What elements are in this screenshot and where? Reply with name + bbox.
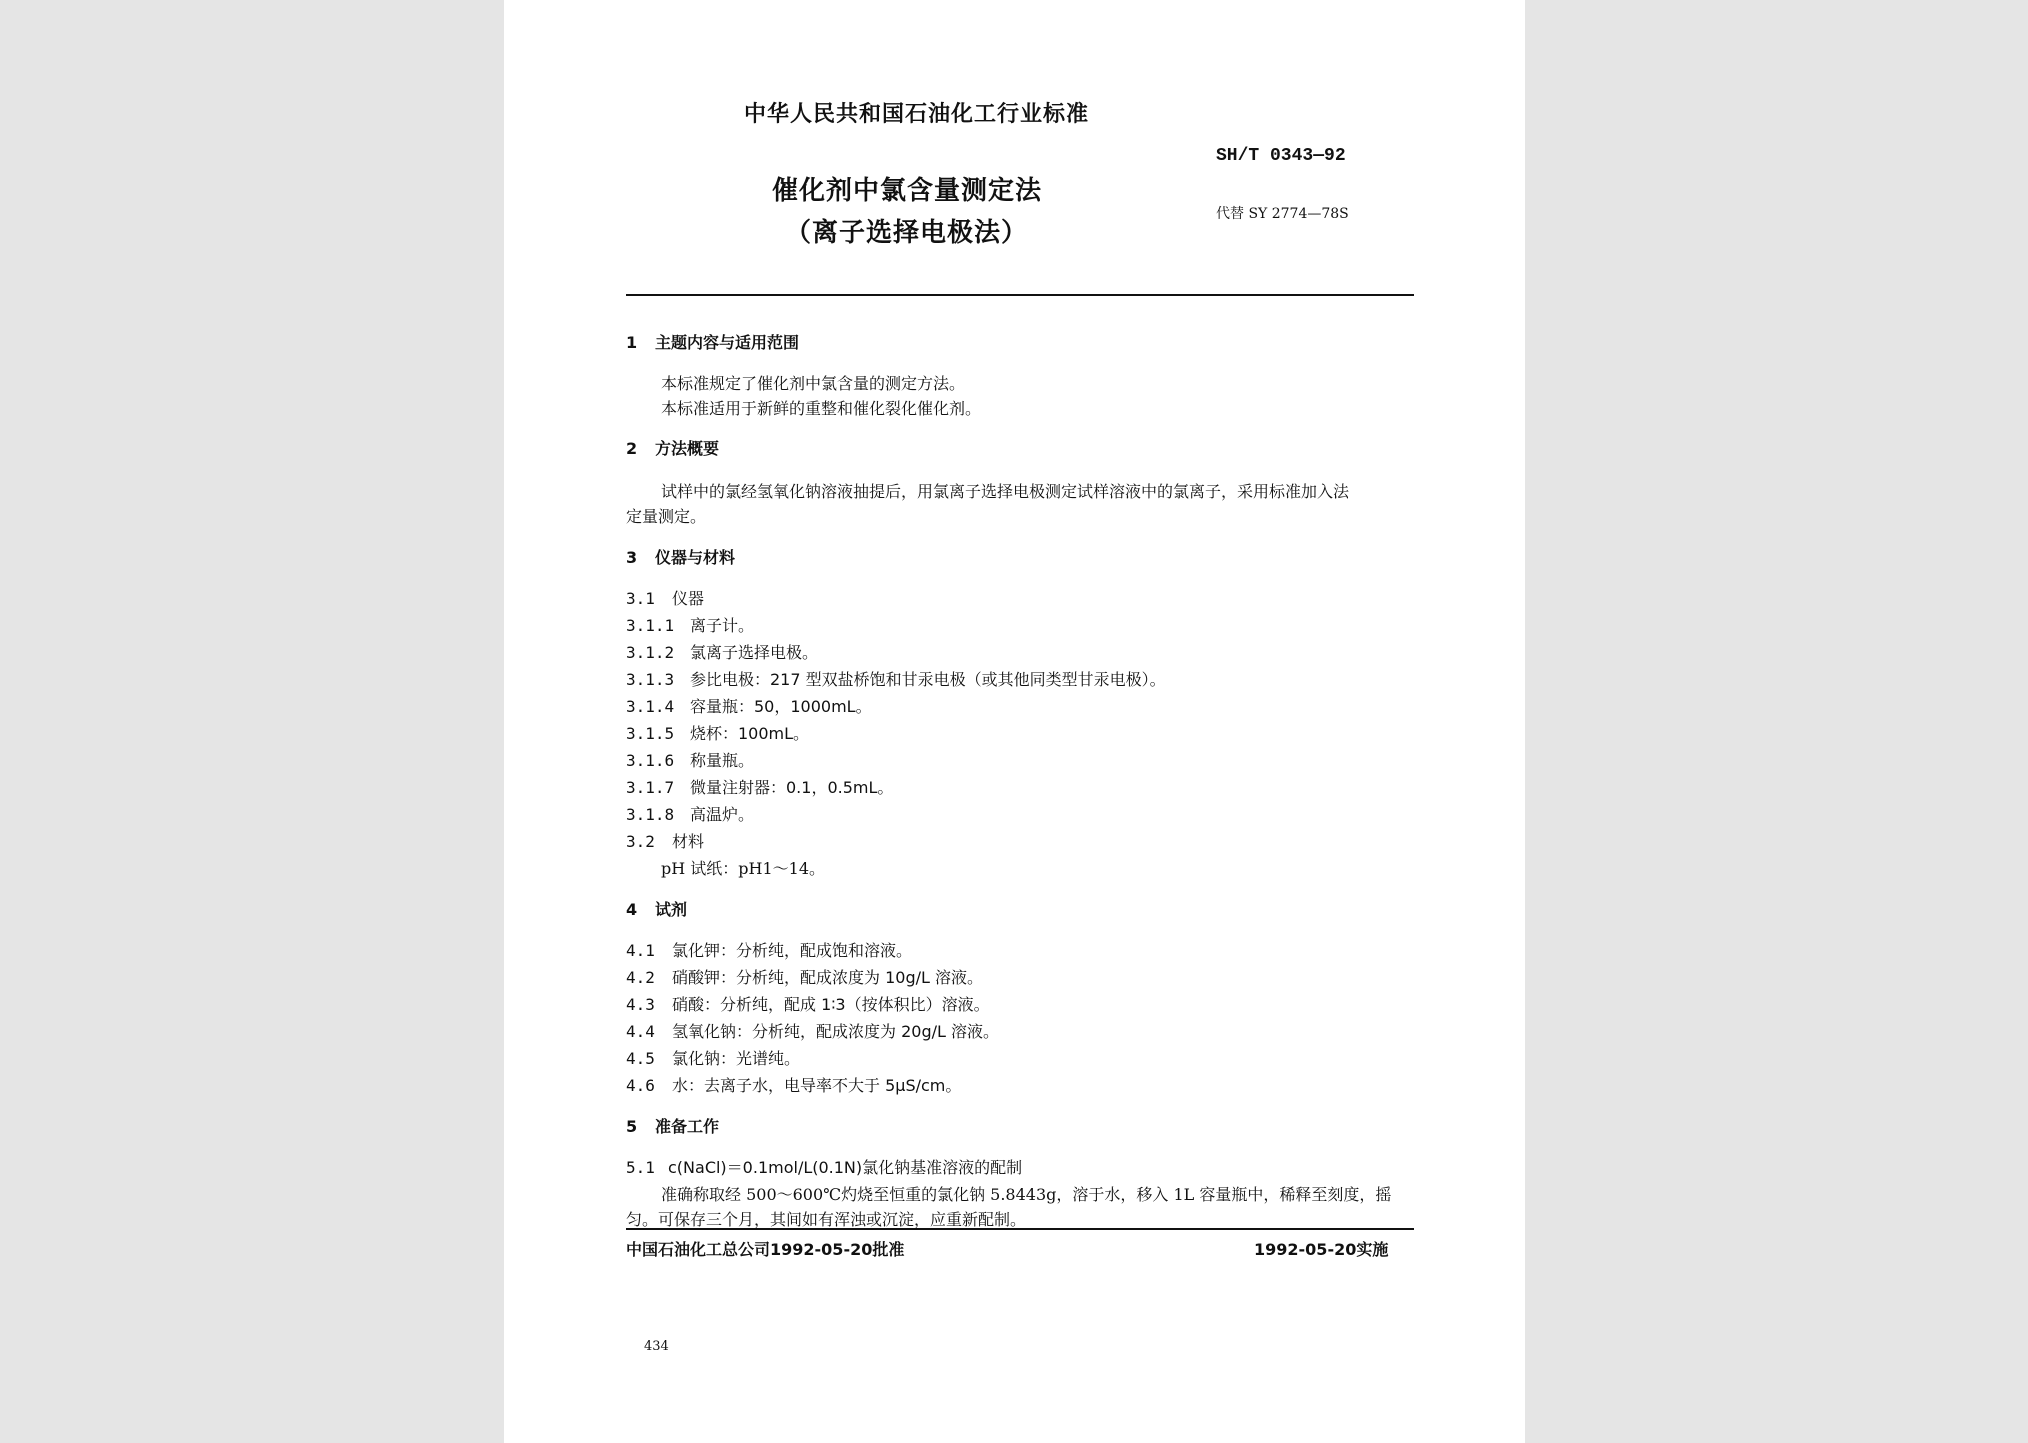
document-page	[504, 0, 1525, 1443]
item-text: 氢氧化钠：分析纯，配成浓度为 20g/L 溶液。	[672, 1022, 999, 1041]
item-number: 4.1	[626, 941, 655, 960]
list-item	[626, 1155, 1022, 1178]
list-item	[626, 938, 912, 961]
material-note: pH 试纸：pH1～14。	[661, 859, 826, 878]
item-number: 4.5	[626, 1049, 655, 1068]
section-2-paragraph-line-2: 定量测定。	[626, 507, 707, 526]
item-text: 氯化钠：光谱纯。	[672, 1049, 801, 1068]
list-item	[626, 694, 872, 717]
item-number: 3.1.8	[626, 805, 675, 824]
document-subtitle: （离子选择电极法）	[785, 218, 1029, 248]
item-number: 4.4	[626, 1022, 655, 1041]
item-text: 微量注射器：0.1，0.5mL。	[690, 778, 894, 797]
item-number: 3.1.4	[626, 697, 675, 716]
section-1-paragraph-1: 本标准规定了催化剂中氯含量的测定方法。	[661, 374, 966, 393]
section-5-heading	[626, 1114, 719, 1137]
section-title: 仪器与材料	[655, 548, 736, 567]
list-item	[626, 721, 809, 744]
section-5-paragraph-line-1: 准确称取经 500～600℃灼烧至恒重的氯化钠 5.8443g，溶于水，移入 1L 容量瓶中，稀释至刻度，摇	[661, 1185, 1392, 1204]
item-text: 氯离子选择电极。	[690, 643, 819, 662]
section-number: 1	[626, 333, 638, 352]
footer-divider	[626, 1228, 1414, 1230]
replaces-standard: 代替 SY 2774—78S	[1216, 206, 1349, 222]
item-number: 4.2	[626, 968, 655, 987]
item-number: 4.3	[626, 995, 655, 1014]
item-number: 3.1.2	[626, 643, 675, 662]
list-item	[626, 965, 983, 988]
list-item	[626, 802, 754, 825]
document-title: 催化剂中氯含量测定法	[772, 176, 1043, 206]
section-5-paragraph-line-2: 匀。可保存三个月，其间如有浑浊或沉淀，应重新配制。	[626, 1210, 1027, 1229]
list-item	[626, 613, 754, 636]
list-item	[626, 1019, 999, 1042]
item-number: 3.2	[626, 832, 655, 851]
item-text: 容量瓶：50，1000mL。	[690, 697, 872, 716]
section-4-heading	[626, 897, 687, 920]
approval-line: 中国石油化工总公司1992-05-20批准	[626, 1240, 905, 1259]
section-2-paragraph-line-1: 试样中的氯经氢氧化钠溶液抽提后，用氯离子选择电极测定试样溶液中的氯离子，采用标准加入法	[661, 482, 1350, 501]
list-item	[626, 1046, 800, 1069]
item-number: 3.1.7	[626, 778, 675, 797]
section-3-heading	[626, 545, 735, 568]
item-number: 3.1	[626, 589, 655, 608]
list-item	[626, 992, 990, 1015]
section-number: 3	[626, 548, 638, 567]
item-text: 高温炉。	[690, 805, 755, 824]
effective-date: 1992-05-20实施	[1254, 1240, 1389, 1259]
section-1-heading	[626, 330, 799, 353]
org-title: 中华人民共和国石油化工行业标准	[744, 102, 1090, 127]
list-item	[626, 748, 754, 771]
section-title: 主题内容与适用范围	[655, 333, 800, 352]
item-number: 4.6	[626, 1076, 655, 1095]
item-text: 氯化钾：分析纯，配成饱和溶液。	[672, 941, 913, 960]
list-item	[626, 775, 893, 798]
item-number: 3.1.3	[626, 670, 675, 689]
header-divider	[626, 294, 1414, 296]
list-item	[626, 586, 704, 609]
list-item	[626, 640, 818, 663]
item-text: 水：去离子水，电导率不大于 5μS/cm。	[672, 1076, 962, 1095]
item-number: 5.1	[626, 1158, 655, 1177]
section-number: 2	[626, 439, 638, 458]
section-title: 方法概要	[655, 439, 720, 458]
section-2-heading	[626, 436, 719, 459]
list-item	[626, 829, 704, 852]
section-number: 5	[626, 1117, 638, 1136]
item-number: 3.1.5	[626, 724, 675, 743]
item-text: 材料	[672, 832, 705, 851]
page-number: 434	[644, 1339, 669, 1354]
item-text: 硝酸：分析纯，配成 1∶3（按体积比）溶液。	[672, 995, 990, 1014]
item-number: 3.1.6	[626, 751, 675, 770]
item-number: 3.1.1	[626, 616, 675, 635]
section-1-paragraph-2: 本标准适用于新鲜的重整和催化裂化催化剂。	[661, 399, 982, 418]
item-text: 离子计。	[690, 616, 755, 635]
item-text: c(NaCl)＝0.1mol/L(0.1N)氯化钠基准溶液的配制	[668, 1158, 1023, 1177]
list-item	[626, 667, 1166, 690]
item-text: 参比电极：217 型双盐桥饱和甘汞电极（或其他同类型甘汞电极）。	[690, 670, 1166, 689]
item-text: 仪器	[672, 589, 705, 608]
section-title: 试剂	[655, 900, 688, 919]
standard-number: SH/T 0343—92	[1216, 146, 1346, 166]
item-text: 称量瓶。	[690, 751, 755, 770]
item-text: 烧杯：100mL。	[690, 724, 810, 743]
item-text: 硝酸钾：分析纯，配成浓度为 10g/L 溶液。	[672, 968, 983, 987]
section-number: 4	[626, 900, 638, 919]
list-item	[626, 1073, 961, 1096]
section-title: 准备工作	[655, 1117, 720, 1136]
